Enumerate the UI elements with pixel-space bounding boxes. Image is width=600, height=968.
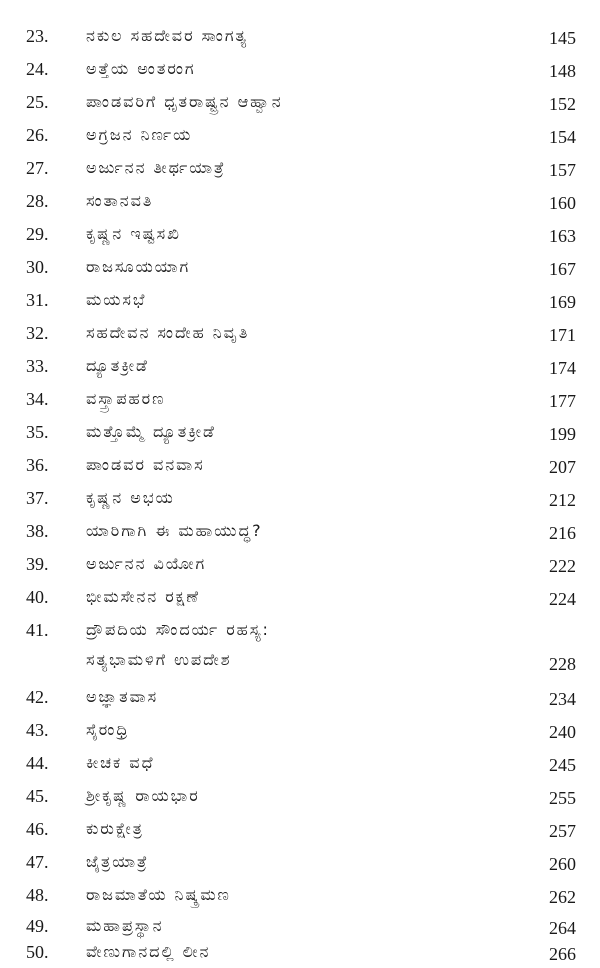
entry-page: 228 — [549, 654, 576, 674]
entry-page: 157 — [549, 160, 576, 180]
entry-title: ಶ್ರೀಕೃಷ್ಣ ರಾಯಭಾರ — [86, 786, 200, 805]
entry-number: 26. — [26, 125, 49, 145]
entry-title: ಅಗ್ರಜನ ನಿರ್ಣಯ — [86, 125, 193, 144]
toc-entry — [0, 154, 600, 182]
toc-entry — [0, 881, 600, 909]
entry-title-continued: ಸತ್ಯಭಾಮಳಿಗೆ ಉಪದೇಶ — [86, 650, 232, 669]
entry-number: 44. — [26, 753, 49, 773]
entry-number: 34. — [26, 389, 49, 409]
entry-number: 31. — [26, 290, 49, 310]
entry-page: 257 — [549, 821, 576, 841]
toc-entry — [0, 22, 600, 50]
entry-page: 177 — [549, 391, 576, 411]
toc-entry — [0, 912, 600, 940]
entry-title: ಅರ್ಜುನನ ತೀರ್ಥಯಾತ್ರೆ — [86, 158, 226, 177]
entry-number: 43. — [26, 720, 49, 740]
entry-number: 39. — [26, 554, 49, 574]
entry-page: 240 — [549, 722, 576, 742]
entry-title: ದ್ರೌಪದಿಯ ಸೌಂದರ್ಯ ರಹಸ್ಯ: — [86, 620, 270, 639]
entry-title: ದ್ಯೂತಕ್ರೀಡೆ — [86, 356, 149, 375]
entry-number: 46. — [26, 819, 49, 839]
entry-page: 216 — [549, 523, 576, 543]
entry-page: 234 — [549, 689, 576, 709]
entry-page: 163 — [549, 226, 576, 246]
toc-entry — [0, 583, 600, 611]
entry-title: ಕೃಷ್ಣನ ಇಷ್ಟಸಖಿ — [86, 224, 181, 243]
entry-number: 35. — [26, 422, 49, 442]
entry-title: ಪಾಂಡವರ ವನವಾಸ — [86, 455, 205, 474]
entry-title: ಕೃಷ್ಣನ ಅಭಯ — [86, 488, 175, 507]
entry-number: 41. — [26, 620, 49, 640]
toc-entry — [0, 55, 600, 83]
entry-title: ಜೈತ್ರಯಾತ್ರೆ — [86, 852, 149, 871]
toc-entry — [0, 517, 600, 545]
toc-entry — [0, 286, 600, 314]
toc-entry — [0, 418, 600, 446]
toc-entry — [0, 749, 600, 777]
entry-page: 266 — [549, 944, 576, 964]
entry-title: ಅಜ್ಞಾತವಾಸ — [86, 687, 159, 706]
toc-entry — [0, 352, 600, 380]
entry-number: 37. — [26, 488, 49, 508]
toc-entry — [0, 385, 600, 413]
toc-entry — [0, 121, 600, 149]
entry-number: 33. — [26, 356, 49, 376]
entry-number: 27. — [26, 158, 49, 178]
entry-page: 264 — [549, 918, 576, 938]
entry-page: 169 — [549, 292, 576, 312]
toc-entry — [0, 550, 600, 578]
entry-page: 174 — [549, 358, 576, 378]
entry-number: 30. — [26, 257, 49, 277]
entry-page: 222 — [549, 556, 576, 576]
entry-page: 145 — [549, 28, 576, 48]
entry-number: 38. — [26, 521, 49, 541]
toc-entry — [0, 88, 600, 116]
entry-number: 50. — [26, 942, 49, 962]
entry-page: 154 — [549, 127, 576, 147]
entry-title: ಕುರುಕ್ಷೇತ್ರ — [86, 819, 144, 838]
toc-entry — [0, 253, 600, 281]
toc-entry — [0, 782, 600, 810]
entry-page: 262 — [549, 887, 576, 907]
entry-number: 24. — [26, 59, 49, 79]
toc-entry — [0, 451, 600, 479]
toc-entry — [0, 683, 600, 711]
entry-page: 171 — [549, 325, 576, 345]
entry-page: 255 — [549, 788, 576, 808]
toc-entry — [0, 220, 600, 248]
entry-title: ಭೀಮಸೇನನ ರಕ್ಷಣೆ — [86, 587, 200, 606]
entry-page: 148 — [549, 61, 576, 81]
entry-page: 224 — [549, 589, 576, 609]
entry-number: 36. — [26, 455, 49, 475]
entry-page: 207 — [549, 457, 576, 477]
entry-page: 260 — [549, 854, 576, 874]
entry-title: ಕೀಚಕ ವಧೆ — [86, 753, 155, 772]
entry-page: 199 — [549, 424, 576, 444]
entry-number: 32. — [26, 323, 49, 343]
entry-page: 152 — [549, 94, 576, 114]
entry-title: ಸಹದೇವನ ಸಂದೇಹ ನಿವೃತಿ — [86, 323, 250, 342]
entry-title: ರಾಜಸೂಯಯಾಗ — [86, 257, 191, 276]
toc-entry — [0, 938, 600, 966]
entry-title: ಯಾರಿಗಾಗಿ ಈ ಮಹಾಯುದ್ಧ? — [86, 521, 263, 540]
toc-entry — [0, 187, 600, 215]
entry-title: ವೇಣುಗಾನದಲ್ಲಿ ಲೀನ — [86, 942, 211, 961]
entry-title: ಮಹಾಪ್ರಸ್ಥಾನ — [86, 916, 164, 935]
entry-title: ಮತ್ತೊಮ್ಮೆ ದ್ಯೂತಕ್ರೀಡೆ — [86, 422, 216, 441]
entry-title: ಅತ್ತೆಯ ಅಂತರಂಗ — [86, 59, 196, 78]
entry-title: ನಕುಲ ಸಹದೇವರ ಸಾಂಗತ್ಯ — [86, 26, 249, 45]
toc-entry — [0, 319, 600, 347]
entry-page: 160 — [549, 193, 576, 213]
toc-entry — [0, 616, 600, 678]
entry-title: ಅರ್ಜುನನ ವಿಯೋಗ — [86, 554, 207, 573]
entry-title: ಪಾಂಡವರಿಗೆ ಧೃತರಾಷ್ಟ್ರನ ಆಹ್ವಾನ — [86, 92, 283, 111]
entry-number: 23. — [26, 26, 49, 46]
entry-title: ವಸ್ತ್ರಾಪಹರಣ — [86, 389, 166, 408]
entry-title: ಸಂತಾನವತಿ — [86, 191, 154, 210]
entry-title: ಸೈರಂಧ್ರಿ — [86, 720, 130, 739]
entry-page: 167 — [549, 259, 576, 279]
entry-number: 40. — [26, 587, 49, 607]
entry-title: ಮಯಸಭೆ — [86, 290, 147, 309]
toc-entry — [0, 848, 600, 876]
entry-number: 49. — [26, 916, 49, 936]
entry-title: ರಾಜಮಾತೆಯ ನಿಷ್ಕ್ರಮಣ — [86, 885, 231, 904]
entry-number: 45. — [26, 786, 49, 806]
entry-page: 212 — [549, 490, 576, 510]
entry-page: 245 — [549, 755, 576, 775]
entry-number: 42. — [26, 687, 49, 707]
entry-number: 29. — [26, 224, 49, 244]
toc-entry — [0, 716, 600, 744]
entry-number: 47. — [26, 852, 49, 872]
entry-number: 28. — [26, 191, 49, 211]
toc-entry — [0, 484, 600, 512]
entry-number: 25. — [26, 92, 49, 112]
toc-entry — [0, 815, 600, 843]
entry-number: 48. — [26, 885, 49, 905]
